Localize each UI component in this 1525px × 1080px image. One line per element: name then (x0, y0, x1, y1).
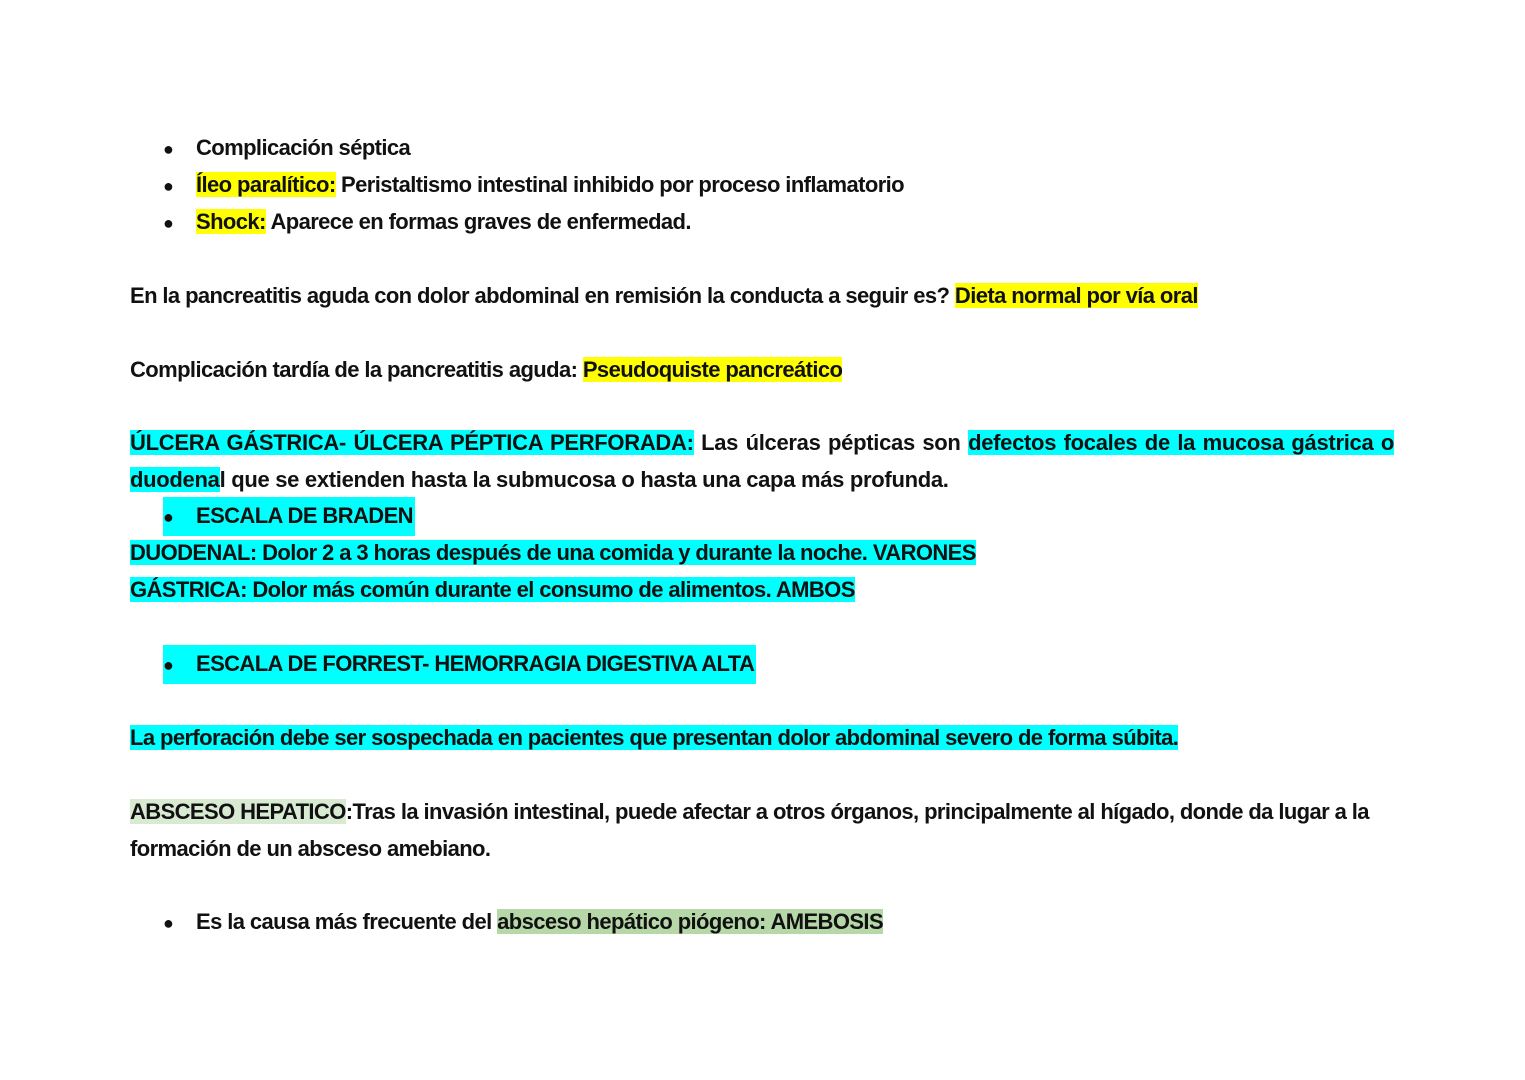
highlighted-text: La perforación debe ser sospechada en pacientes que presentan dolor abdominal severo de forma súbita. (130, 725, 1179, 750)
paragraph-ulcer (130, 424, 1394, 498)
bullet-item-forrest (163, 645, 756, 684)
highlighted-definition: defectos focales de la mucosa gástrica o (968, 430, 1395, 455)
bullet-item-braden (163, 497, 415, 536)
section-title-ulcer: ÚLCERA GÁSTRICA- ÚLCERA PÉPTICA PERFORADA: (130, 430, 694, 455)
bullet-text: ESCALA DE FORREST- HEMORRAGIA DIGESTIVA ALTA (196, 651, 755, 676)
highlighted-term: Íleo paralítico: (196, 172, 336, 197)
bullet-text: ESCALA DE BRADEN (196, 503, 413, 528)
question-text: Complicación tardía de la pancreatitis aguda: (130, 357, 583, 382)
bullet-text: Complicación séptica (196, 135, 411, 160)
highlight-block (163, 497, 415, 536)
bullet-icon: ● (163, 176, 174, 196)
absceso-text-cont: formación de un absceso amebiano. (130, 836, 491, 861)
ulcer-text-rest: l que se extienden hasta la submucosa o hasta una capa más profunda. (219, 467, 949, 492)
ulcer-text: Las úlceras pépticas son (693, 430, 969, 455)
bullet-text: Es la causa más frecuente del (196, 909, 498, 934)
highlighted-term: Shock: (196, 209, 266, 234)
paragraph-perforation (130, 719, 1178, 756)
bullet-icon: ● (163, 655, 174, 675)
paragraph-absceso-line-1 (130, 793, 1369, 830)
paragraph-duodenal (130, 534, 976, 571)
paragraph-late-complication (130, 351, 842, 388)
bullet-item-complicacion-septica (163, 129, 410, 168)
bullet-text: Peristaltismo intestinal inhibido por proceso inflamatorio (335, 172, 905, 197)
bullet-icon: ● (163, 213, 174, 233)
highlighted-text: GÁSTRICA: Dolor más común durante el consumo de alimentos. AMBOS (130, 577, 855, 602)
bullet-icon: ● (163, 507, 174, 527)
paragraph-absceso-line-2 (130, 830, 490, 867)
absceso-text: :Tras la invasión intestinal, puede afectar a otros órganos, principalmente al hígado, donde da lugar a la (345, 799, 1369, 824)
bullet-item-ileo-paralitico (163, 166, 904, 205)
paragraph-pancreatitis-question (130, 277, 1198, 314)
bullet-item-shock (163, 203, 691, 242)
highlight-block (163, 645, 756, 684)
question-text: En la pancreatitis aguda con dolor abdominal en remisión la conducta a seguir es? (130, 283, 955, 308)
highlighted-answer: Pseudoquiste pancreático (582, 357, 843, 382)
bullet-text: Aparece en formas graves de enfermedad. (265, 209, 691, 234)
bullet-icon: ● (163, 913, 174, 933)
bullet-item-amebosis (163, 903, 883, 942)
paragraph-gastrica (130, 571, 855, 608)
highlighted-definition-cont: duodena (130, 467, 220, 492)
section-title-absceso: ABSCESO HEPATICO (130, 799, 346, 824)
highlighted-text: DUODENAL: Dolor 2 a 3 horas después de una comida y durante la noche. VARONES (130, 540, 976, 565)
highlighted-answer: absceso hepático piógeno: AMEBOSIS (497, 909, 884, 934)
bullet-icon: ● (163, 139, 174, 159)
highlighted-answer: Dieta normal por vía oral (954, 283, 1198, 308)
